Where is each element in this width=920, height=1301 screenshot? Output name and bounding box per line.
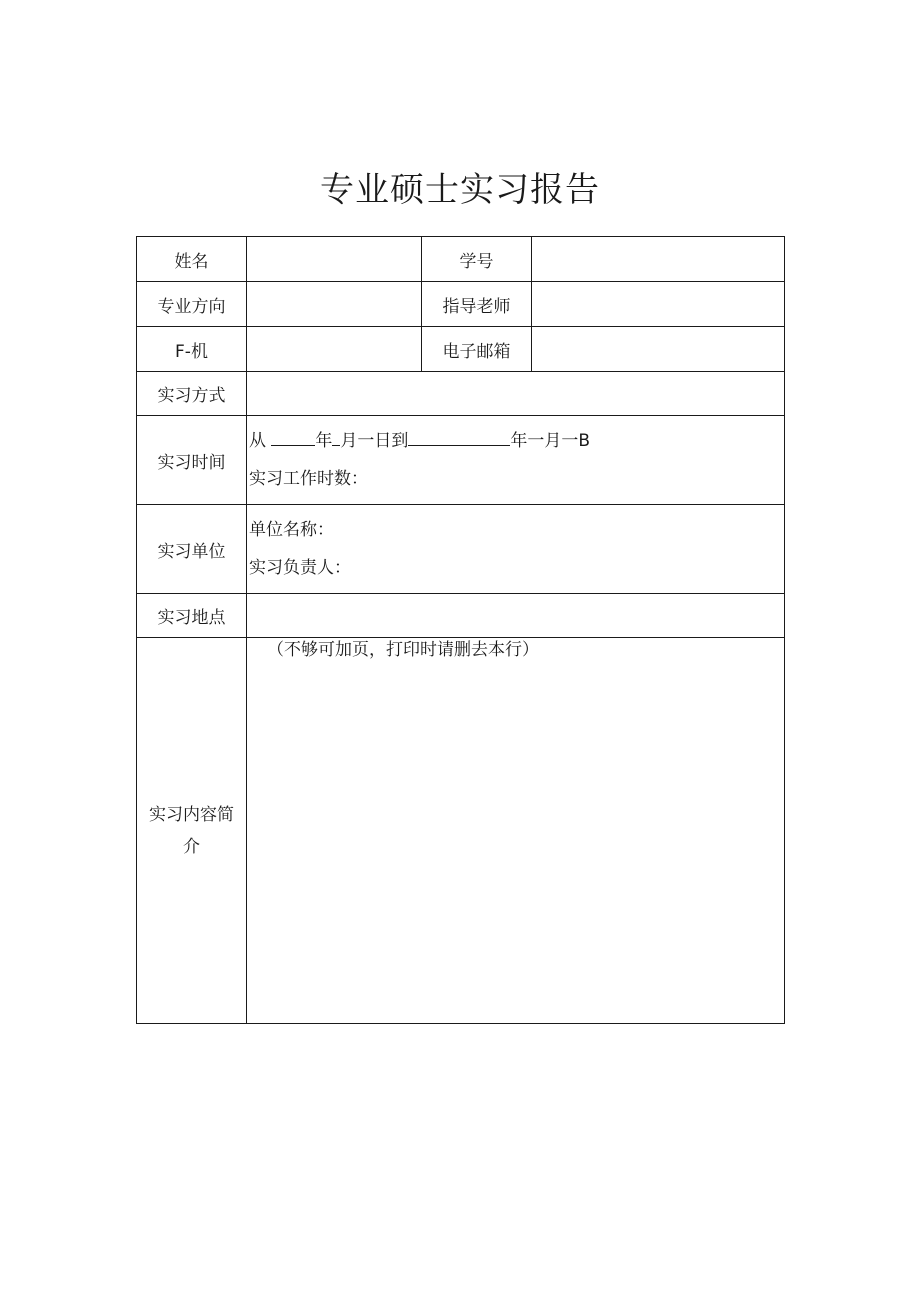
student-id-field[interactable] bbox=[532, 237, 785, 282]
content-note: （不够可加页，打印时请删去本行） bbox=[267, 640, 539, 660]
time-day1-text: 一日到 bbox=[357, 431, 409, 451]
time-month1-text: 月 bbox=[340, 431, 358, 451]
time-year1-text: 年 bbox=[315, 431, 333, 451]
end-year-blank[interactable] bbox=[408, 429, 510, 446]
advisor-field[interactable] bbox=[532, 282, 785, 327]
unit-label: 实习单位 bbox=[137, 505, 247, 594]
major-field[interactable] bbox=[247, 282, 422, 327]
place-field[interactable] bbox=[247, 594, 785, 638]
time-year2-text: 年一 bbox=[510, 431, 545, 451]
start-year-blank[interactable] bbox=[271, 429, 315, 446]
phone-label: F-机 bbox=[137, 327, 247, 372]
work-hours-label: 实习工作时数： bbox=[249, 469, 368, 489]
major-label: 专业方向 bbox=[137, 282, 247, 327]
row-name bbox=[137, 237, 785, 282]
time-month2-text: 月一 bbox=[544, 431, 579, 451]
report-form-table bbox=[136, 236, 785, 1024]
time-day2-text: B bbox=[578, 431, 591, 451]
time-label: 实习时间 bbox=[137, 416, 247, 505]
unit-name-label: 单位名称： bbox=[249, 520, 334, 540]
row-major bbox=[137, 282, 785, 327]
email-label: 电子邮箱 bbox=[422, 327, 532, 372]
row-unit bbox=[137, 505, 785, 594]
time-range-line bbox=[249, 422, 784, 460]
mode-field[interactable] bbox=[247, 372, 785, 416]
advisor-label: 指导老师 bbox=[422, 282, 532, 327]
phone-field[interactable] bbox=[247, 327, 422, 372]
name-field[interactable] bbox=[247, 237, 422, 282]
place-label: 实习地点 bbox=[137, 594, 247, 638]
time-from-text: 从 bbox=[249, 431, 266, 451]
content-field[interactable] bbox=[247, 638, 785, 1024]
unit-leader-label: 实习负责人： bbox=[249, 558, 351, 578]
row-content bbox=[137, 638, 785, 1024]
content-label: 实习内容简介 bbox=[137, 638, 247, 1024]
page-title: 专业硕士实习报告 bbox=[320, 170, 600, 210]
row-contact bbox=[137, 327, 785, 372]
student-id-label: 学号 bbox=[422, 237, 532, 282]
time-field[interactable] bbox=[247, 416, 785, 505]
email-field[interactable] bbox=[532, 327, 785, 372]
row-time bbox=[137, 416, 785, 505]
mode-label: 实习方式 bbox=[137, 372, 247, 416]
row-place bbox=[137, 594, 785, 638]
row-mode bbox=[137, 372, 785, 416]
name-label: 姓名 bbox=[137, 237, 247, 282]
unit-field[interactable] bbox=[247, 505, 785, 594]
